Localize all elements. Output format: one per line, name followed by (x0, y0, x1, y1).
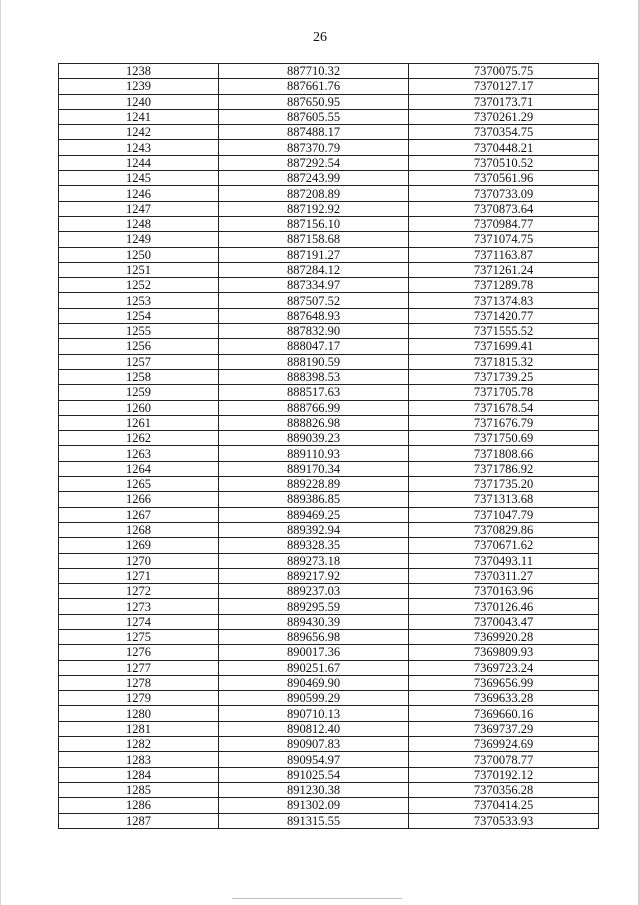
point-number-cell: 1246 (59, 186, 219, 201)
x-coordinate-cell: 887243.99 (219, 171, 409, 186)
y-coordinate-cell: 7369660.16 (409, 706, 599, 721)
point-number-cell: 1267 (59, 507, 219, 522)
y-coordinate-cell: 7371261.24 (409, 262, 599, 277)
y-coordinate-cell: 7371047.79 (409, 507, 599, 522)
x-coordinate-cell: 888826.98 (219, 415, 409, 430)
x-coordinate-cell: 890599.29 (219, 691, 409, 706)
y-coordinate-cell: 7371313.68 (409, 492, 599, 507)
point-number-cell: 1262 (59, 431, 219, 446)
point-number-cell: 1272 (59, 584, 219, 599)
point-number-cell: 1268 (59, 522, 219, 537)
table-row (59, 339, 599, 354)
point-number-cell: 1273 (59, 599, 219, 614)
y-coordinate-cell: 7371750.69 (409, 431, 599, 446)
x-coordinate-cell: 888047.17 (219, 339, 409, 354)
point-number-cell: 1280 (59, 706, 219, 721)
table-row (59, 675, 599, 690)
point-number-cell: 1256 (59, 339, 219, 354)
point-number-cell: 1282 (59, 737, 219, 752)
y-coordinate-cell: 7371420.77 (409, 308, 599, 323)
x-coordinate-cell: 887334.97 (219, 278, 409, 293)
table-row (59, 461, 599, 476)
coordinates-table (58, 63, 599, 829)
point-number-cell: 1250 (59, 247, 219, 262)
y-coordinate-cell: 7371735.20 (409, 477, 599, 492)
x-coordinate-cell: 889170.34 (219, 461, 409, 476)
point-number-cell: 1258 (59, 369, 219, 384)
table-row (59, 155, 599, 170)
x-coordinate-cell: 887292.54 (219, 155, 409, 170)
y-coordinate-cell: 7370733.09 (409, 186, 599, 201)
point-number-cell: 1276 (59, 645, 219, 660)
table-row (59, 568, 599, 583)
point-number-cell: 1255 (59, 324, 219, 339)
point-number-cell: 1286 (59, 798, 219, 813)
y-coordinate-cell: 7370163.96 (409, 584, 599, 599)
x-coordinate-cell: 889328.35 (219, 538, 409, 553)
x-coordinate-cell: 891025.54 (219, 767, 409, 782)
table-row (59, 308, 599, 323)
y-coordinate-cell: 7370448.21 (409, 140, 599, 155)
table-row (59, 767, 599, 782)
table-row (59, 171, 599, 186)
y-coordinate-cell: 7371163.87 (409, 247, 599, 262)
point-number-cell: 1278 (59, 675, 219, 690)
x-coordinate-cell: 887158.68 (219, 232, 409, 247)
table-row (59, 660, 599, 675)
table-row (59, 691, 599, 706)
y-coordinate-cell: 7370561.96 (409, 171, 599, 186)
x-coordinate-cell: 890017.36 (219, 645, 409, 660)
table-row (59, 813, 599, 828)
x-coordinate-cell: 890710.13 (219, 706, 409, 721)
table-row (59, 584, 599, 599)
x-coordinate-cell: 887507.52 (219, 293, 409, 308)
y-coordinate-cell: 7371699.41 (409, 339, 599, 354)
y-coordinate-cell: 7370414.25 (409, 798, 599, 813)
y-coordinate-cell: 7371289.78 (409, 278, 599, 293)
table-row (59, 64, 599, 79)
y-coordinate-cell: 7371676.79 (409, 415, 599, 430)
x-coordinate-cell: 887710.32 (219, 64, 409, 79)
y-coordinate-cell: 7371786.92 (409, 461, 599, 476)
x-coordinate-cell: 889469.25 (219, 507, 409, 522)
y-coordinate-cell: 7370984.77 (409, 216, 599, 231)
point-number-cell: 1238 (59, 64, 219, 79)
y-coordinate-cell: 7371808.66 (409, 446, 599, 461)
y-coordinate-cell: 7369633.28 (409, 691, 599, 706)
x-coordinate-cell: 887648.93 (219, 308, 409, 323)
point-number-cell: 1274 (59, 614, 219, 629)
x-coordinate-cell: 887284.12 (219, 262, 409, 277)
point-number-cell: 1261 (59, 415, 219, 430)
point-number-cell: 1269 (59, 538, 219, 553)
x-coordinate-cell: 888398.53 (219, 369, 409, 384)
point-number-cell: 1239 (59, 79, 219, 94)
point-number-cell: 1243 (59, 140, 219, 155)
x-coordinate-cell: 889386.85 (219, 492, 409, 507)
point-number-cell: 1263 (59, 446, 219, 461)
point-number-cell: 1259 (59, 385, 219, 400)
x-coordinate-cell: 890954.97 (219, 752, 409, 767)
x-coordinate-cell: 889392.94 (219, 522, 409, 537)
y-coordinate-cell: 7370671.62 (409, 538, 599, 553)
point-number-cell: 1275 (59, 629, 219, 644)
x-coordinate-cell: 888517.63 (219, 385, 409, 400)
point-number-cell: 1242 (59, 125, 219, 140)
table-row (59, 645, 599, 660)
table-row (59, 737, 599, 752)
table-row (59, 599, 599, 614)
y-coordinate-cell: 7371705.78 (409, 385, 599, 400)
point-number-cell: 1248 (59, 216, 219, 231)
x-coordinate-cell: 889217.92 (219, 568, 409, 583)
point-number-cell: 1284 (59, 767, 219, 782)
x-coordinate-cell: 889228.89 (219, 477, 409, 492)
y-coordinate-cell: 7371074.75 (409, 232, 599, 247)
y-coordinate-cell: 7370261.29 (409, 109, 599, 124)
y-coordinate-cell: 7369737.29 (409, 721, 599, 736)
y-coordinate-cell: 7371678.54 (409, 400, 599, 415)
y-coordinate-cell: 7370126.46 (409, 599, 599, 614)
table-row (59, 369, 599, 384)
table-row (59, 140, 599, 155)
scan-bottom-line (232, 898, 402, 899)
point-number-cell: 1257 (59, 354, 219, 369)
table-row (59, 431, 599, 446)
y-coordinate-cell: 7369924.69 (409, 737, 599, 752)
x-coordinate-cell: 890907.83 (219, 737, 409, 752)
table-row (59, 721, 599, 736)
y-coordinate-cell: 7370829.86 (409, 522, 599, 537)
table-row (59, 186, 599, 201)
x-coordinate-cell: 890469.90 (219, 675, 409, 690)
y-coordinate-cell: 7370356.28 (409, 782, 599, 797)
x-coordinate-cell: 889656.98 (219, 629, 409, 644)
x-coordinate-cell: 888766.99 (219, 400, 409, 415)
x-coordinate-cell: 887650.95 (219, 94, 409, 109)
x-coordinate-cell: 887191.27 (219, 247, 409, 262)
page-number: 26 (313, 30, 327, 45)
y-coordinate-cell: 7370127.17 (409, 79, 599, 94)
point-number-cell: 1251 (59, 262, 219, 277)
y-coordinate-cell: 7370043.47 (409, 614, 599, 629)
y-coordinate-cell: 7370192.12 (409, 767, 599, 782)
x-coordinate-cell: 887661.76 (219, 79, 409, 94)
y-coordinate-cell: 7369920.28 (409, 629, 599, 644)
point-number-cell: 1279 (59, 691, 219, 706)
x-coordinate-cell: 891302.09 (219, 798, 409, 813)
table-row (59, 247, 599, 262)
table-row (59, 400, 599, 415)
table-row (59, 446, 599, 461)
table-row (59, 109, 599, 124)
table-row (59, 477, 599, 492)
y-coordinate-cell: 7369723.24 (409, 660, 599, 675)
table-row (59, 538, 599, 553)
y-coordinate-cell: 7370311.27 (409, 568, 599, 583)
y-coordinate-cell: 7370533.93 (409, 813, 599, 828)
y-coordinate-cell: 7371555.52 (409, 324, 599, 339)
x-coordinate-cell: 887832.90 (219, 324, 409, 339)
y-coordinate-cell: 7370075.75 (409, 64, 599, 79)
point-number-cell: 1240 (59, 94, 219, 109)
x-coordinate-cell: 889273.18 (219, 553, 409, 568)
x-coordinate-cell: 887156.10 (219, 216, 409, 231)
point-number-cell: 1252 (59, 278, 219, 293)
point-number-cell: 1287 (59, 813, 219, 828)
y-coordinate-cell: 7369809.93 (409, 645, 599, 660)
x-coordinate-cell: 887488.17 (219, 125, 409, 140)
y-coordinate-cell: 7371374.83 (409, 293, 599, 308)
table-row (59, 94, 599, 109)
x-coordinate-cell: 890251.67 (219, 660, 409, 675)
table-row (59, 553, 599, 568)
point-number-cell: 1271 (59, 568, 219, 583)
table-row (59, 385, 599, 400)
point-number-cell: 1260 (59, 400, 219, 415)
table-row (59, 293, 599, 308)
table-row (59, 125, 599, 140)
x-coordinate-cell: 889430.39 (219, 614, 409, 629)
point-number-cell: 1285 (59, 782, 219, 797)
y-coordinate-cell: 7370173.71 (409, 94, 599, 109)
x-coordinate-cell: 889039.23 (219, 431, 409, 446)
table-row (59, 79, 599, 94)
point-number-cell: 1283 (59, 752, 219, 767)
table-row (59, 782, 599, 797)
point-number-cell: 1254 (59, 308, 219, 323)
y-coordinate-cell: 7370354.75 (409, 125, 599, 140)
table-row (59, 492, 599, 507)
x-coordinate-cell: 891315.55 (219, 813, 409, 828)
x-coordinate-cell: 887370.79 (219, 140, 409, 155)
table-row (59, 232, 599, 247)
x-coordinate-cell: 889295.59 (219, 599, 409, 614)
x-coordinate-cell: 887605.55 (219, 109, 409, 124)
x-coordinate-cell: 889237.03 (219, 584, 409, 599)
y-coordinate-cell: 7370873.64 (409, 201, 599, 216)
point-number-cell: 1281 (59, 721, 219, 736)
table-row (59, 706, 599, 721)
point-number-cell: 1244 (59, 155, 219, 170)
point-number-cell: 1253 (59, 293, 219, 308)
y-coordinate-cell: 7371739.25 (409, 369, 599, 384)
x-coordinate-cell: 891230.38 (219, 782, 409, 797)
scan-edge-left (0, 0, 1, 905)
y-coordinate-cell: 7370078.77 (409, 752, 599, 767)
point-number-cell: 1277 (59, 660, 219, 675)
table-row (59, 798, 599, 813)
point-number-cell: 1266 (59, 492, 219, 507)
point-number-cell: 1264 (59, 461, 219, 476)
y-coordinate-cell: 7370510.52 (409, 155, 599, 170)
table-row (59, 415, 599, 430)
y-coordinate-cell: 7369656.99 (409, 675, 599, 690)
y-coordinate-cell: 7371815.32 (409, 354, 599, 369)
table-row (59, 354, 599, 369)
table-row (59, 752, 599, 767)
point-number-cell: 1249 (59, 232, 219, 247)
table-row (59, 614, 599, 629)
table-row (59, 507, 599, 522)
x-coordinate-cell: 888190.59 (219, 354, 409, 369)
table-row (59, 324, 599, 339)
x-coordinate-cell: 889110.93 (219, 446, 409, 461)
point-number-cell: 1270 (59, 553, 219, 568)
point-number-cell: 1265 (59, 477, 219, 492)
point-number-cell: 1245 (59, 171, 219, 186)
point-number-cell: 1241 (59, 109, 219, 124)
y-coordinate-cell: 7370493.11 (409, 553, 599, 568)
x-coordinate-cell: 890812.40 (219, 721, 409, 736)
table-row (59, 278, 599, 293)
table-row (59, 629, 599, 644)
table-row (59, 262, 599, 277)
x-coordinate-cell: 887208.89 (219, 186, 409, 201)
point-number-cell: 1247 (59, 201, 219, 216)
table-row (59, 201, 599, 216)
table-row (59, 522, 599, 537)
x-coordinate-cell: 887192.92 (219, 201, 409, 216)
table-row (59, 216, 599, 231)
coordinates-table-body (59, 64, 599, 829)
